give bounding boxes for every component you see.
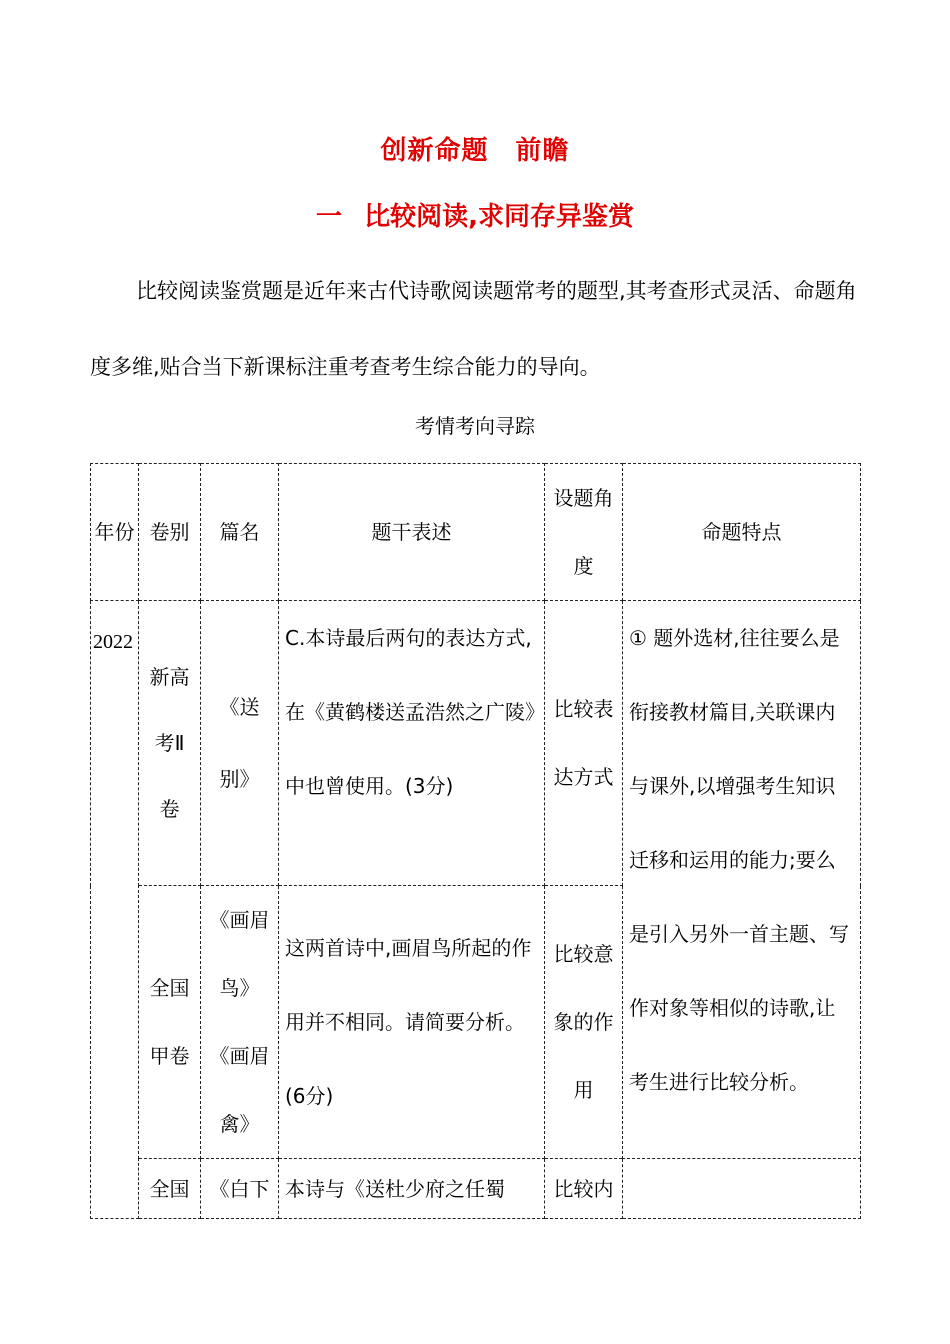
- cell-paper: 全国甲卷: [139, 886, 201, 1159]
- table-header-row: [91, 464, 861, 601]
- section-number: 一: [316, 202, 343, 232]
- intro-text: 比较阅读鉴赏题是近年来古代诗歌阅读题常考的题型,其考查形式灵活、命题角度多维,贴合当下新课标注重考查考生综合能力的导向。: [90, 279, 857, 379]
- cell-stem: C.本诗最后两句的表达方式,在《黄鹤楼送孟浩然之广陵》中也曾使用。(3分): [279, 601, 545, 886]
- cell-paper: 全国: [139, 1159, 201, 1219]
- cell-poem: 《送别》: [201, 601, 279, 886]
- cell-angle: 比较表达方式: [545, 601, 623, 886]
- section-heading: [0, 196, 950, 233]
- cell-feature: ① 题外选材,往往要么是衔接教材篇目,关联课内与课外,以增强考生知识迁移和运用的能力;要么是引入另外一首主题、写作对象等相似的诗歌,让考生进行比较分析。: [623, 601, 861, 1159]
- cell-poem: 《白下: [201, 1159, 279, 1219]
- cell-stem: 这两首诗中,画眉鸟所起的作用并不相同。请简要分析。(6分): [279, 886, 545, 1159]
- header-paper: 卷别: [139, 464, 201, 601]
- table-row: [91, 601, 861, 886]
- cell-angle: 比较内: [545, 1159, 623, 1219]
- table-caption: 考情考向寻踪: [415, 414, 535, 438]
- header-angle: 设题角度: [545, 464, 623, 601]
- intro-paragraph: [90, 253, 865, 405]
- header-stem: 题干表述: [279, 464, 545, 601]
- cell-feature-blank: [623, 1159, 861, 1219]
- section-title: 比较阅读,求同存异鉴赏: [364, 202, 634, 232]
- header-year: 年份: [91, 464, 139, 601]
- cell-poem: 《画眉鸟》《画眉禽》: [201, 886, 279, 1159]
- cell-stem: 本诗与《送杜少府之任蜀: [279, 1159, 545, 1219]
- cell-angle: 比较意象的作用: [545, 886, 623, 1159]
- exam-table: [90, 463, 861, 1219]
- page-title: 创新命题 前瞻: [380, 136, 570, 166]
- header-feature: 命题特点: [623, 464, 861, 601]
- table-row: [91, 1159, 861, 1219]
- cell-paper: 新高考Ⅱ卷: [139, 601, 201, 886]
- cell-year: 2022: [91, 601, 139, 1219]
- header-poem: 篇名: [201, 464, 279, 601]
